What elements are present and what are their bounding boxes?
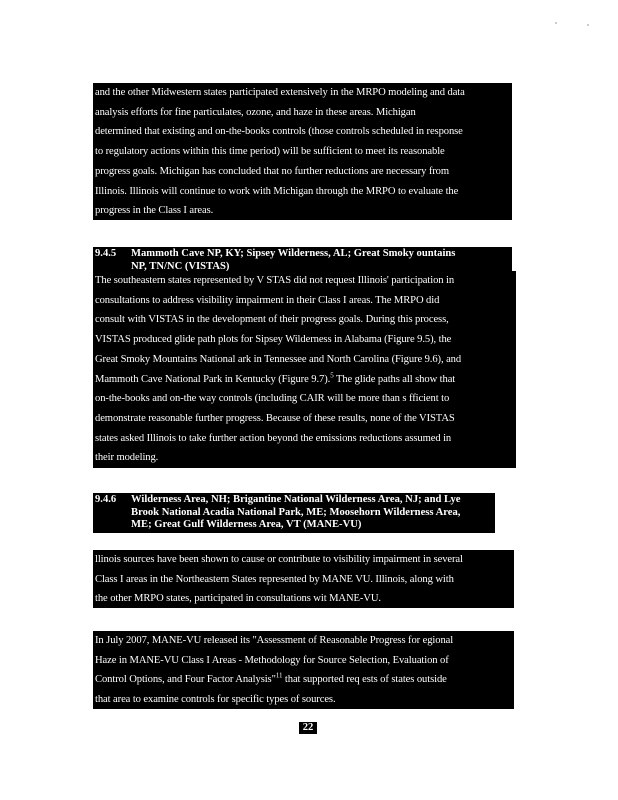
text-segment: Control Options, and Four Factor Analysis" — [95, 674, 276, 686]
text-line: progress in the Class I areas. — [95, 205, 214, 217]
text-line: Class I areas in the Northeastern States represented by MANE VU. Illinois, along with — [95, 573, 454, 585]
text-line: VISTAS produced glide path plots for Sipsey Wilderness in Alabama (Figure 9.5), the — [95, 334, 452, 346]
text-line: consultations to address visibility impairment in their Class I areas. The MRPO did — [95, 294, 440, 306]
text-line — [93, 370, 516, 390]
text-line: demonstrate reasonable further progress. Because of these results, none of the VISTAS — [95, 412, 455, 424]
text-line: Illinois. Illinois will continue to work with Michigan through the MRPO to evaluate the — [95, 185, 459, 197]
text-line: In July 2007, MANE-VU released its "Assessment of Reasonable Progress for egional — [95, 635, 454, 646]
text-line: consult with VISTAS in the development of their progress goals. During this process, — [95, 314, 449, 326]
text-line: determined that existing and on-the-books controls (those controls scheduled in response — [95, 126, 463, 138]
text-line: their modeling. — [95, 452, 159, 464]
text-segment: Mammoth Cave National Park in Kentucky (Figure 9.7). — [95, 373, 331, 385]
text-line: Great Smoky Mountains National ark in Tennessee and North Carolina (Figure 9.6), and — [95, 353, 462, 365]
text-line: states asked Illinois to take further action beyond the emissions reductions assumed in — [95, 432, 452, 444]
text-segment: The glide paths all show that — [333, 373, 456, 385]
scan-speck — [587, 24, 589, 26]
section-title-line: NP, TN/NC (VISTAS) — [131, 260, 230, 272]
section-title-line: Wilderness Area, NH; Brigantine National Wilderness Area, NJ; and Lye — [131, 494, 461, 505]
section-heading-9-4-5 — [93, 247, 512, 273]
text-line: on-the-books and on-the way controls (including CAIR will be more than s fficient to — [95, 393, 450, 405]
section-number: 9.4.6 — [95, 494, 117, 505]
text-line: to regulatory actions within this time period) will be sufficient to meet its reasonable — [95, 146, 445, 158]
text-line: the other MRPO states, participated in consultations wit MANE-VU. — [95, 593, 381, 605]
section-number: 9.4.5 — [95, 248, 117, 259]
section-title — [131, 248, 455, 273]
section-title-line: Mammoth Cave NP, KY; Sipsey Wilderness, AL; Great Smoky ountains — [131, 248, 456, 259]
paragraph-mane-vu-assessment — [93, 631, 514, 709]
text-line: The southeastern states represented by V STAS did not request Illinois' participation in — [95, 275, 455, 286]
section-heading-9-4-6 — [93, 493, 495, 533]
section-title-line: Brook National Acadia National Park, ME; Moosehorn Wilderness Area, — [131, 506, 461, 518]
footnote-marker: 5 — [330, 370, 334, 379]
text-segment: that supported req ests of states outside — [282, 674, 447, 686]
paragraph-vistas — [93, 271, 516, 468]
text-line: analysis efforts for fine particulates, ozone, and haze in these areas. Michigan — [95, 106, 416, 118]
text-line: progress goals. Michigan has concluded that no further reductions are necessary from — [95, 165, 450, 177]
text-line: llinois sources have been shown to cause or contribute to visibility impairment in several — [95, 554, 463, 565]
footnote-marker: 11 — [275, 671, 283, 680]
text-line: that area to examine controls for specific types of sources. — [95, 694, 336, 706]
section-title-line: ME; Great Gulf Wilderness Area, VT (MANE-VU) — [131, 519, 362, 530]
paragraph-mane-vu-sources — [93, 550, 514, 608]
scan-speck — [555, 22, 557, 24]
section-title — [131, 494, 461, 532]
text-line: Haze in MANE-VU Class I Areas - Methodology for Source Selection, Evaluation of — [95, 654, 449, 666]
text-line — [93, 670, 514, 690]
paragraph-michigan — [93, 83, 512, 220]
page-number: 22 — [299, 722, 317, 734]
text-line: and the other Midwestern states participated extensively in the MRPO modeling and data — [95, 87, 465, 98]
